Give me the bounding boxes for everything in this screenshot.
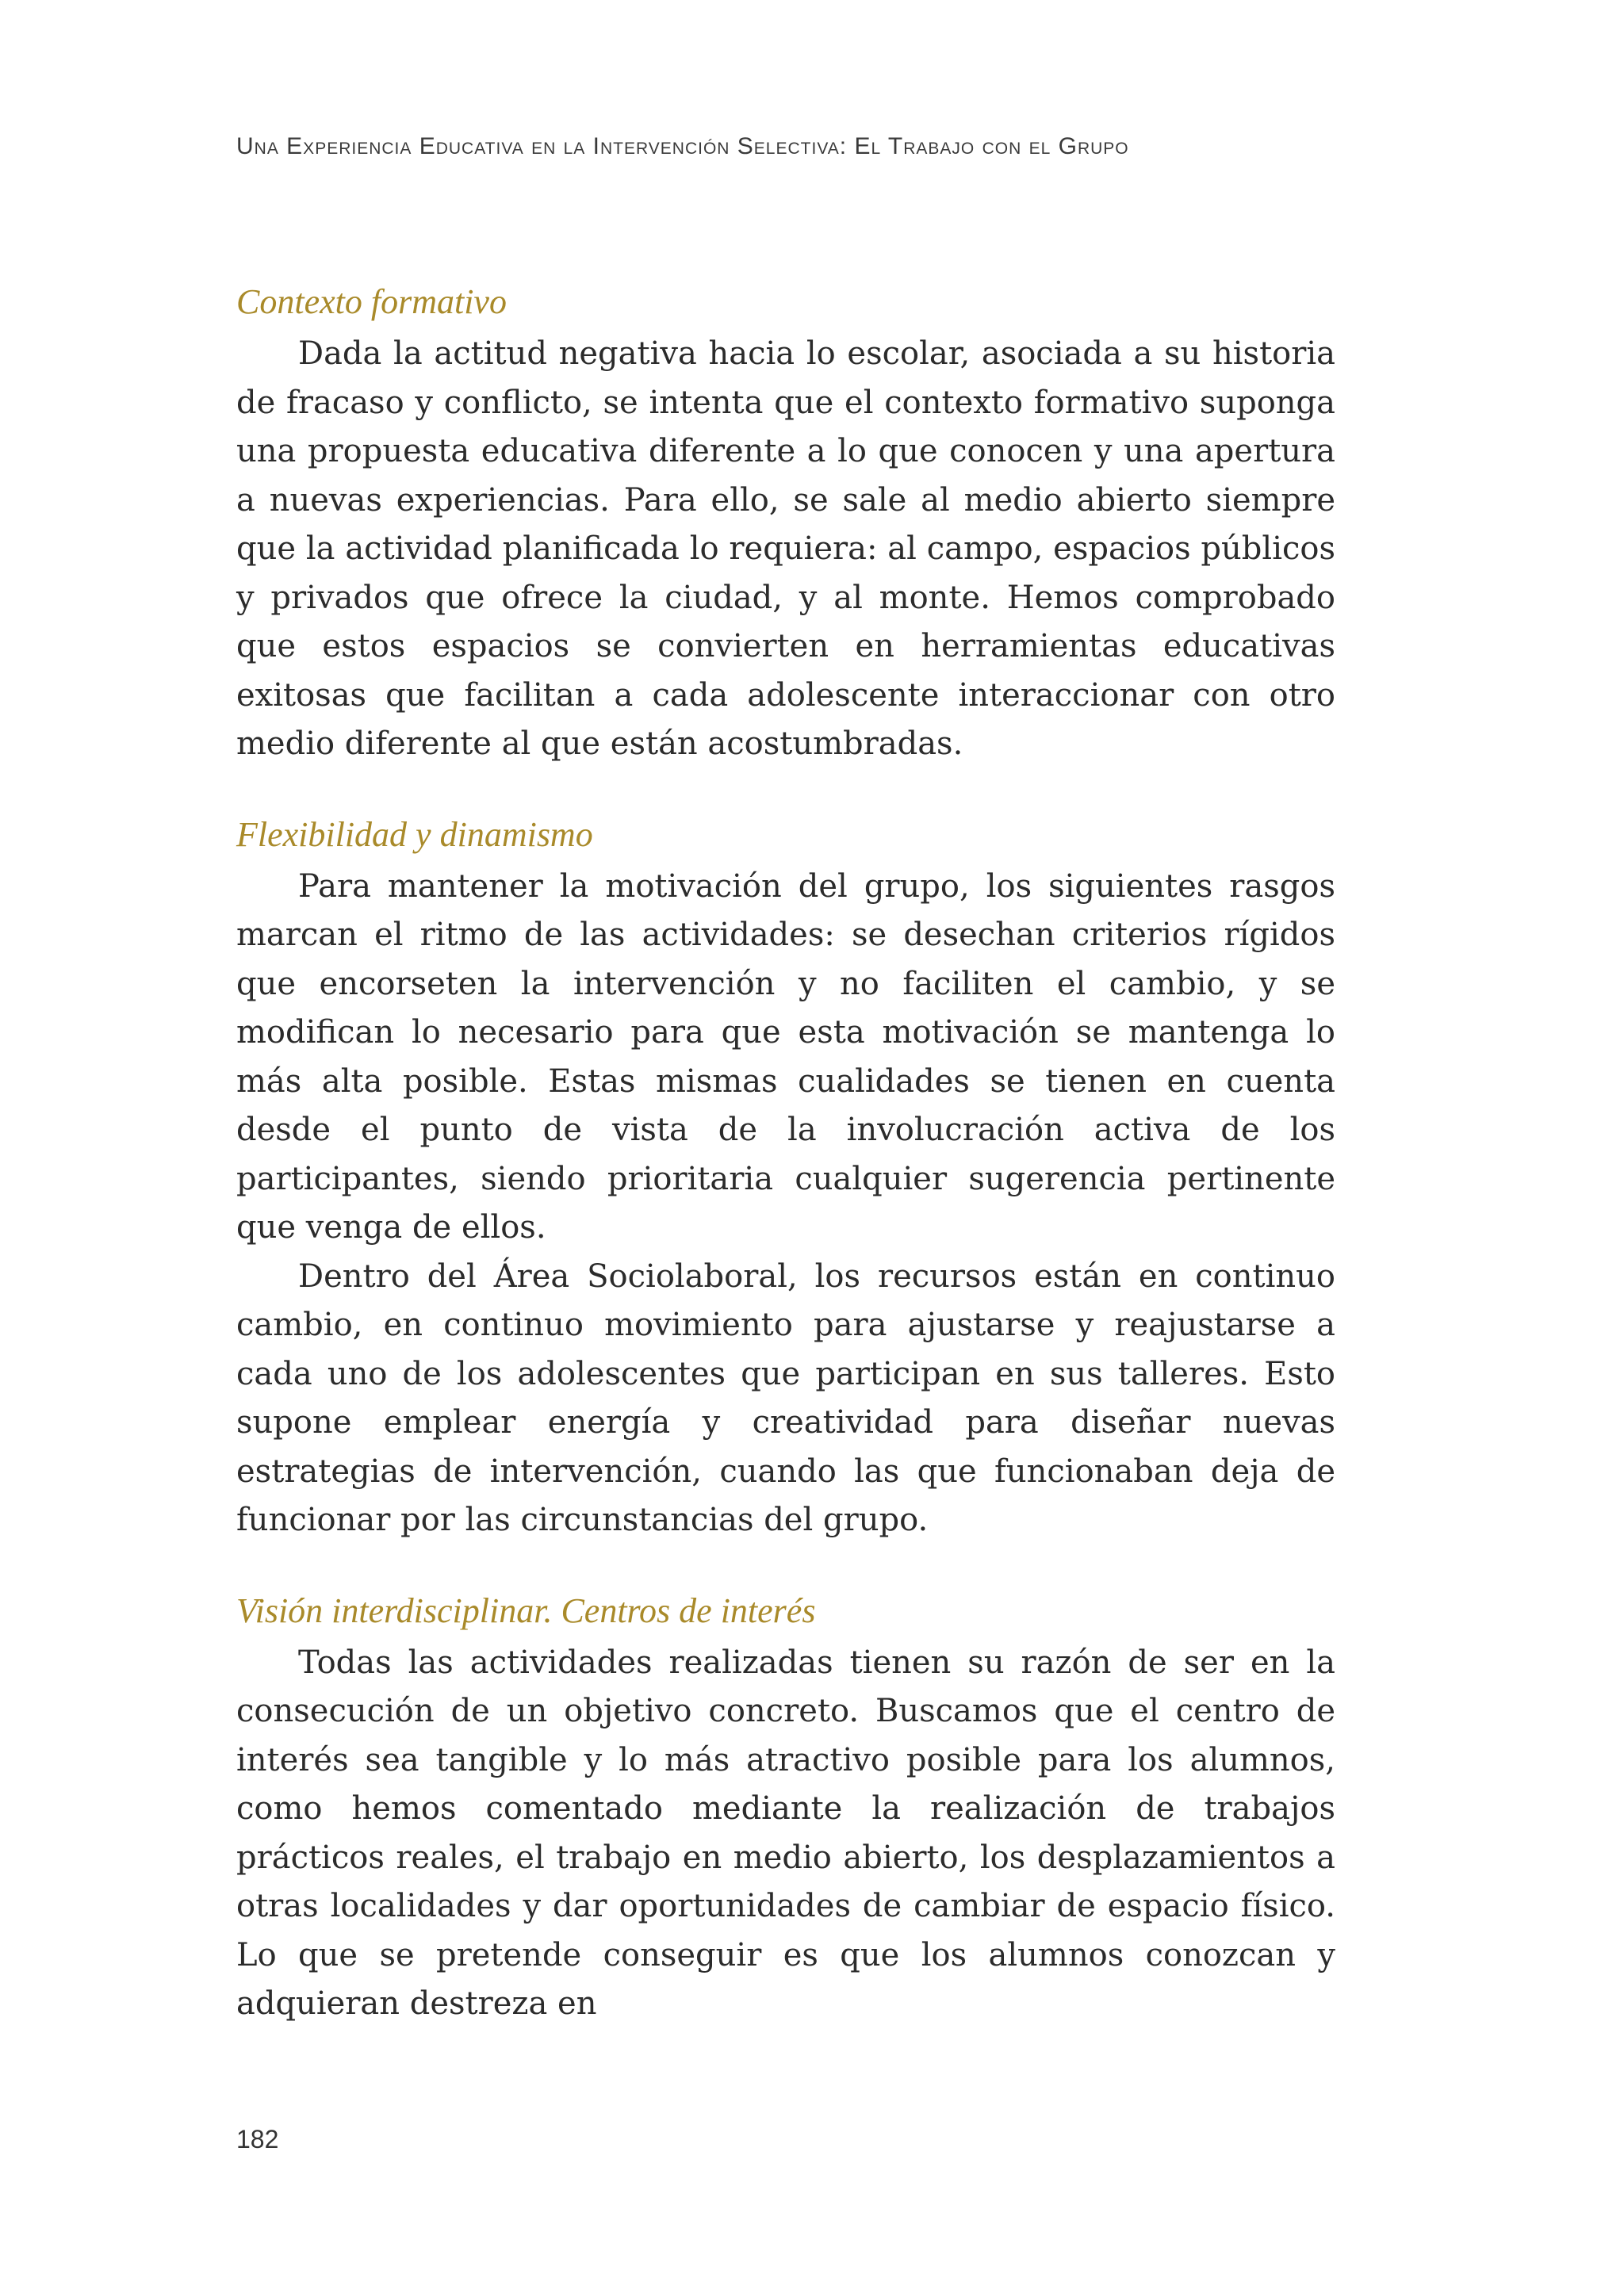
page-number: 182	[236, 2125, 279, 2153]
paragraph: Todas las actividades realizadas tienen su razón de ser en la consecución de un objetivo concreto. Buscamos que el centro de interés sea tangible y lo más atractivo posible para los alumnos, como hemos comentado mediante la realización de trabajos prácticos reales, el trabajo en medio abierto, los desplazamientos a otras localidades y dar oportunidades de cambiar de espacio físico. Lo que se pretende conseguir es que los alumnos conozcan y adquieran destreza en	[236, 1644, 1335, 2022]
running-header: Una Experiencia Educativa en la Intervención Selectiva: El Trabajo con el Grupo	[236, 133, 1129, 159]
section-heading: Visión interdisciplinar. Centros de interés	[236, 1591, 816, 1630]
section-heading: Flexibilidad y dinamismo	[236, 814, 593, 854]
page-content	[236, 278, 1335, 2070]
section-vision-interdisciplinar	[236, 1587, 1335, 2029]
section-heading: Contexto formativo	[236, 282, 507, 321]
paragraph: Dentro del Área Sociolaboral, los recursos están en continuo cambio, en continuo movimiento para ajustarse y reajustarse a cada uno de los adolescentes que participan en sus talleres. Esto supone emplear energía y creatividad para diseñar nuevas estrategias de intervención, cuando las que funcionaban deja de funcionar por las circunstancias del grupo.	[236, 1258, 1335, 1538]
paragraph: Para mantener la motivación del grupo, los siguientes rasgos marcan el ritmo de las actividades: se desechan criterios rígidos que encorseten la intervención y no faciliten el cambio, y se modifican lo necesario para que esta motivación se mantenga lo más alta posible. Estas mismas cualidades se tienen en cuenta desde el punto de vista de la involucración activa de los participantes, siendo prioritaria cualquier sugerencia pertinente que venga de ellos.	[236, 867, 1335, 1246]
section-contexto-formativo	[236, 278, 1335, 769]
paragraph: Dada la actitud negativa hacia lo escolar, asociada a su historia de fracaso y conflicto, se intenta que el contexto formativo suponga una propuesta educativa diferente a lo que conocen y una apertura a nuevas experiencias. Para ello, se sale al medio abierto siempre que la actividad planificada lo requiera: al campo, espacios públicos y privados que ofrece la ciudad, y al monte. Hemos comprobado que estos espacios se convierten en herramientas educativas exitosas que facilitan a cada adolescente interaccionar con otro medio diferente al que están acostumbradas.	[236, 335, 1335, 762]
section-flexibilidad-dinamismo	[236, 810, 1335, 1545]
